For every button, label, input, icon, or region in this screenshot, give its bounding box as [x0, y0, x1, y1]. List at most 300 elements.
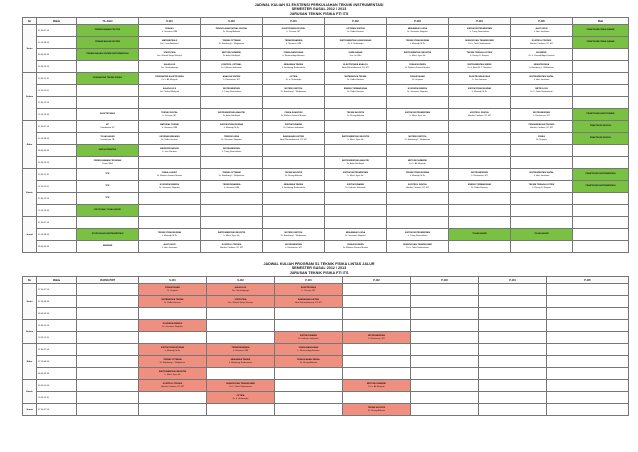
course-lecturer: Dr. Gunawan Nugroho: [407, 90, 428, 93]
course-title: MATERIAL TEKNIK: [160, 124, 179, 127]
course-cell: [325, 61, 387, 73]
course-title: ELEKTRONIKA: [99, 113, 115, 116]
course-lecturer: Dr. Bambang L. Widjiantoro: [159, 361, 186, 364]
course-lecturer: Ir. Moch. Ilyas Hs: [164, 373, 181, 376]
course-cell: [479, 404, 547, 416]
course-title: PRAKTIKUM INSTRUMENTASI: [585, 185, 616, 188]
course-cell: [387, 61, 449, 73]
table-row: [23, 97, 629, 109]
table-row: [23, 217, 629, 229]
course-title: KONVERSI ENERGI: [159, 184, 180, 187]
course-title: MATEMATIKA TEKNIK: [161, 299, 184, 302]
course-cell: [387, 157, 449, 169]
course-cell: [263, 241, 325, 253]
course-cell: [325, 169, 387, 181]
course-cell: [139, 205, 201, 217]
course-cell: [511, 169, 573, 181]
schedule-table-1: [22, 17, 629, 253]
course-cell: [263, 133, 325, 145]
course-cell: [275, 320, 343, 332]
course-cell: [139, 97, 201, 109]
course-cell: [263, 37, 325, 49]
course-cell: [387, 145, 449, 157]
course-lecturer: Ir. Matradji, M.Sc: [223, 126, 240, 129]
course-title: ALAT UKUR: [163, 244, 176, 247]
column-header: P-102: [325, 18, 387, 25]
time-slot: 07.00-07.50: [37, 404, 77, 416]
course-lecturer: Andi Rahmadiansah, ST, MT: [295, 301, 322, 304]
table-row: [23, 25, 629, 37]
course-lecturer: Koordinator TA: [100, 138, 115, 141]
course-lecturer: Dr. Dhany Arifianto: [346, 114, 365, 117]
course-cell: [139, 392, 207, 404]
course-lecturer: Dr. Ir. Sekartedjo: [347, 42, 364, 45]
course-cell: [201, 85, 263, 97]
column-header: P-102: [343, 277, 411, 284]
course-lecturer: Ir. Matradji, M.Sc: [409, 42, 426, 45]
course-cell: [201, 217, 263, 229]
course-cell: [263, 205, 325, 217]
course-cell: [77, 133, 139, 145]
course-title: SEMINAR: [102, 245, 113, 248]
course-cell: [511, 73, 573, 85]
time-slot: 07.00-07.50: [37, 121, 77, 133]
course-cell: [77, 320, 139, 332]
course-title: TPK: [105, 185, 110, 188]
course-cell: [411, 392, 479, 404]
course-cell: [325, 121, 387, 133]
course-cell: [201, 109, 263, 121]
course-cell: [201, 157, 263, 169]
course-cell: [201, 25, 263, 37]
course-title: PENGENDALIAN PROSES: [528, 124, 555, 127]
course-cell: [77, 25, 139, 37]
course-cell: [573, 109, 629, 121]
course-cell: [139, 356, 207, 368]
course-title: TUGAS AKHIR: [472, 233, 487, 236]
course-cell: [511, 181, 573, 193]
course-cell: [139, 368, 207, 380]
course-cell: [547, 308, 629, 320]
course-title: PRAKTIKUM FISIKA DASAR: [586, 41, 615, 44]
course-title: KONTROL PROSES: [531, 40, 552, 43]
course-title: TPK: [105, 173, 110, 176]
schedule-title-2: [0, 262, 638, 275]
table-row: [23, 241, 629, 253]
course-cell: [325, 217, 387, 229]
course-title: TERMODINAMIKA: [284, 40, 303, 43]
course-cell: [77, 205, 139, 217]
course-lecturer: Andi Rahmadiansah, ST, MT: [342, 66, 369, 69]
time-slot: 12.50-13.40: [37, 205, 77, 217]
course-lecturer: Dr. Ir. Ali Musyafa: [409, 162, 426, 165]
course-cell: [325, 85, 387, 97]
course-title: INSTRUMENTASI INDUSTRI: [217, 232, 246, 235]
table-row: [23, 380, 629, 392]
course-title: FISIKA: [538, 136, 545, 139]
course-cell: [201, 205, 263, 217]
course-cell: [479, 392, 547, 404]
course-cell: [263, 85, 325, 97]
course-title: KP: [106, 124, 109, 127]
course-title: SISTEM INSTRUMENTASI: [404, 232, 431, 235]
course-lecturer: Ir. Bambang Sudarmanta: [281, 186, 306, 189]
course-title: KONTROL PROSES: [162, 383, 183, 386]
course-cell: [411, 332, 479, 344]
course-cell: [77, 49, 139, 61]
time-slot: 07.50-08.40: [37, 229, 77, 241]
course-title: MATEMATIKA II: [161, 40, 178, 43]
course-lecturer: Dr. Ir. Sekartedjo: [232, 397, 249, 400]
table-row: [23, 49, 629, 61]
course-cell: [139, 85, 201, 97]
course-lecturer: Dra. Ita Ulfin: [349, 54, 362, 57]
course-lecturer: Dr. Gunawan Nugroho: [407, 30, 428, 33]
course-cell: [139, 193, 201, 205]
column-header: No: [23, 277, 37, 284]
course-cell: [449, 229, 511, 241]
course-lecturer: Dr. Ridho Hantoro: [161, 138, 178, 141]
course-title: SISTEM PENGUKURAN: [160, 347, 185, 350]
time-slot: 09.30-10.20: [37, 157, 77, 169]
course-cell: [77, 229, 139, 241]
course-title: INSTRUMENTASI INDUSTRI: [403, 52, 432, 55]
course-cell: [77, 217, 139, 229]
column-header: P-101: [275, 277, 343, 284]
table-row: [23, 73, 629, 85]
table-row: [23, 85, 629, 97]
course-lecturer: Dr. Ir. Sekartedjo: [285, 78, 302, 81]
time-slot: 07.50-08.40: [37, 37, 77, 49]
course-lecturer: Dr. Ridho Hantoro: [347, 78, 364, 81]
course-cell: [479, 356, 547, 368]
course-cell: [387, 121, 449, 133]
course-lecturer: Dr. Ir. Aulia M. T. Nasution: [467, 66, 492, 69]
course-cell: [201, 73, 263, 85]
time-slot: 07.00-07.50: [37, 25, 77, 37]
course-title: SISTEM INSTRUMENTASI: [404, 112, 431, 115]
table-row: [23, 121, 629, 133]
course-cell: [411, 368, 479, 380]
course-cell: [573, 169, 629, 181]
course-cell: [325, 25, 387, 37]
course-title: KALKULUS: [234, 287, 247, 290]
course-cell: [263, 169, 325, 181]
course-title: INSTRUMENTASI: [368, 335, 385, 338]
course-cell: [387, 97, 449, 109]
course-title: RANGKAIAN LISTRIK: [297, 299, 320, 302]
course-cell: [139, 157, 201, 169]
course-lecturer: Dr. Ir. Ali Musyafa: [368, 385, 385, 388]
course-title: MIKROPROSESOR: [160, 148, 179, 151]
course-lecturer: Dr. Katherin Indriawati: [221, 66, 242, 69]
course-lecturer: Dosen Wali: [102, 162, 113, 165]
course-cell: [547, 296, 629, 308]
course-cell: [77, 97, 139, 109]
course-cell: [275, 356, 343, 368]
course-title: KONVERSI ENERGI: [162, 323, 183, 326]
course-title: ELEKTRONIKA: [300, 287, 316, 290]
table-row: [23, 169, 629, 181]
course-lecturer: Ir. Tutug Dhanardono: [407, 234, 428, 237]
course-cell: [449, 109, 511, 121]
table-row: [23, 296, 629, 308]
course-cell: [77, 121, 139, 133]
course-cell: [511, 61, 573, 73]
course-title: PENGOLAHAN SINYAL DIGITAL: [215, 28, 248, 31]
course-cell: [139, 169, 201, 181]
course-lecturer: Ir. Tutug Dhanardono: [221, 150, 242, 153]
time-slot: 12.50-13.40: [37, 109, 77, 121]
course-cell: [511, 133, 573, 145]
course-cell: [207, 404, 275, 416]
course-cell: [275, 380, 343, 392]
course-title: FISIKA MODERN: [409, 64, 426, 67]
course-title: STATISTIKA: [163, 52, 176, 55]
course-lecturer: Dr. Bambang L. Widjiantoro: [218, 174, 245, 177]
course-lecturer: Dr. Gunawan Nugroho: [345, 234, 366, 237]
course-title: KONTROL PROSES: [221, 244, 242, 247]
course-cell: [201, 61, 263, 73]
course-title: KERJA PRAKTEK: [98, 149, 117, 152]
course-title: PENGANTAR ELEKTRONIKA: [155, 76, 184, 79]
course-cell: [449, 145, 511, 157]
course-title: ANALISA SISTEM: [222, 76, 241, 79]
course-cell: [77, 85, 139, 97]
course-title: INSTRUMENTASI KAPAL: [529, 76, 554, 79]
course-cell: [77, 193, 139, 205]
course-title: METODE NUMERIK: [221, 52, 242, 55]
course-cell: [547, 356, 629, 368]
column-header: S-102: [207, 277, 275, 284]
course-title: FISIKA BANGUNAN: [298, 347, 319, 350]
course-lecturer: Dr. Ridho Hantoro: [347, 30, 364, 33]
course-lecturer: Dr. Ridho Hantoro: [347, 90, 364, 93]
course-title: KIMIA DASAR: [348, 52, 363, 55]
course-cell: [511, 193, 573, 205]
course-title: TEKNIK OPTIMASI: [163, 359, 182, 362]
course-cell: [449, 133, 511, 145]
course-title: TEKNIK TENAGA LISTRIK: [528, 184, 555, 187]
course-lecturer: Hendra Cordova, ST, MT: [530, 126, 553, 129]
course-cell: [263, 25, 325, 37]
course-cell: [547, 284, 629, 296]
course-lecturer: Dr. Bambang L. Widjiantoro: [280, 234, 307, 237]
course-title: SISTEM DINAMIK: [284, 124, 303, 127]
course-title: OPTIMASI SISTEM: [346, 28, 365, 31]
course-cell: [573, 49, 629, 61]
course-title: PERANCANGAN SISTEM: [95, 41, 120, 44]
course-lecturer: Dr. Ir. Purwadi Agus Darwito: [528, 54, 555, 57]
course-cell: [511, 145, 573, 157]
time-slot: 09.30-10.20: [37, 320, 77, 332]
column-header: P-101: [263, 18, 325, 25]
course-cell: [77, 241, 139, 253]
header-row: [23, 277, 629, 284]
time-slot: 08.40-09.30: [37, 308, 77, 320]
course-cell: [207, 284, 275, 296]
course-lecturer: Ir. Sarwono, MM: [161, 30, 178, 33]
course-lecturer: Ir. Bambang Sudarmanta: [281, 66, 306, 69]
course-title: FISIKA KUANTUM: [284, 112, 303, 115]
course-lecturer: Hendra Cordova, ST, MT: [220, 246, 243, 249]
day-label: Jumat: [23, 404, 37, 416]
course-cell: [547, 368, 629, 380]
course-cell: [263, 157, 325, 169]
course-cell: [547, 320, 629, 332]
course-cell: [411, 356, 479, 368]
course-title: SENSOR DAN TRANSDUSER: [465, 40, 494, 43]
course-cell: [411, 284, 479, 296]
course-cell: [139, 145, 201, 157]
course-title: TEKNIK TENAGA LISTRIK: [466, 52, 493, 55]
course-title: INSTRUMENTASI ANALITIK: [341, 160, 370, 163]
course-cell: [387, 85, 449, 97]
day-label: Selasa: [23, 320, 37, 344]
course-cell: [387, 109, 449, 121]
course-cell: [77, 145, 139, 157]
table-row: [23, 145, 629, 157]
course-cell: [139, 404, 207, 416]
course-cell: [325, 133, 387, 145]
course-cell: [275, 332, 343, 344]
course-lecturer: Ir. Ronny D. Noriyati: [532, 186, 551, 189]
course-title: PRAKTIKUM DIGITAL: [589, 125, 612, 128]
course-lecturer: Dr. Ir. Ali Musyafa: [161, 78, 178, 81]
course-cell: [263, 61, 325, 73]
course-cell: [77, 332, 139, 344]
course-lecturer: Hendra Cordova, ST, MT: [468, 114, 491, 117]
course-lecturer: Dr. Ridho Hantoro: [164, 301, 181, 304]
course-lecturer: Dr. Ridho Hantoro: [471, 186, 488, 189]
course-cell: [263, 193, 325, 205]
column-header: S-101: [139, 18, 201, 25]
course-cell: [511, 37, 573, 49]
column-header: P-104: [449, 18, 511, 25]
course-title: METROLOGI: [535, 88, 548, 91]
course-title: FISIKA LANJUT: [161, 172, 178, 175]
course-lecturer: Dra. Wiwiek Setya Winahju: [227, 301, 254, 304]
course-lecturer: Drs. Soehardjoepri: [231, 289, 250, 292]
course-lecturer: Dr. Aulia Siti Aisjah: [346, 162, 365, 165]
course-cell: [139, 380, 207, 392]
course-cell: [387, 25, 449, 37]
table-row: [23, 332, 629, 344]
column-header: P-104: [479, 277, 547, 284]
course-title: SENSOR DAN TRANSDUSER: [403, 244, 432, 247]
course-title: PRAKTIKUM INSTRUMENTASI: [585, 173, 616, 176]
time-slot: 07.00-07.50: [37, 344, 77, 356]
course-title: KONTROL DIGITAL: [408, 184, 427, 187]
course-cell: [139, 308, 207, 320]
course-lecturer: Ir. Wiratno Argo Asmoro: [282, 54, 305, 57]
course-lecturer: Ir. Ya'umar, MT: [162, 114, 177, 117]
table-row: [23, 368, 629, 380]
column-header: P-105: [511, 18, 573, 25]
course-title: SISTEM PENGUKURAN: [467, 88, 492, 91]
course-lecturer: Ir. Moch. Ilyas Hs: [347, 174, 364, 177]
course-cell: [573, 61, 629, 73]
title-2-line-3: JURUSAN TEKNIK FISIKA FTI ITS: [289, 270, 349, 275]
course-cell: [573, 241, 629, 253]
time-slot: 07.50-08.40: [37, 133, 77, 145]
course-cell: [573, 205, 629, 217]
course-cell: [275, 368, 343, 380]
course-cell: [139, 241, 201, 253]
course-title: PROPOSAL TUGAS AKHIR: [94, 209, 121, 212]
table-row: [23, 356, 629, 368]
course-lecturer: Dr. Gunawan Nugroho: [159, 186, 180, 189]
course-cell: [139, 109, 201, 121]
course-cell: [325, 241, 387, 253]
course-cell: [343, 296, 411, 308]
course-cell: [573, 133, 629, 145]
course-cell: [77, 61, 139, 73]
course-cell: [387, 169, 449, 181]
course-cell: [511, 157, 573, 169]
course-lecturer: Dr. Melania Suweni Muntini: [342, 246, 369, 249]
course-title: OPTIKA: [289, 76, 298, 79]
course-cell: [511, 97, 573, 109]
course-cell: [263, 97, 325, 109]
course-lecturer: Ir. Roekmono, MT: [223, 78, 240, 81]
course-title: MEKANIKA TEKNIK: [283, 184, 304, 187]
course-cell: [139, 284, 207, 296]
course-cell: [275, 296, 343, 308]
table-row: [23, 320, 629, 332]
course-title: INSTRUMENTASI: [471, 172, 488, 175]
table-row: [23, 109, 629, 121]
column-header: RUANG PINT: [77, 277, 139, 284]
course-cell: [411, 344, 479, 356]
course-lecturer: Dr. Aulia Siti Aisjah: [222, 114, 241, 117]
course-lecturer: Dra. Lucia Aridinanti: [160, 42, 179, 45]
course-cell: [573, 97, 629, 109]
course-lecturer: Dr. Ir. Totok Soehartanto: [229, 385, 252, 388]
course-cell: [573, 25, 629, 37]
course-cell: [547, 344, 629, 356]
course-cell: [275, 344, 343, 356]
column-header: Th. Akhir: [77, 18, 139, 25]
course-lecturer: Ir. Ya'umar, MT: [286, 30, 301, 33]
course-cell: [201, 241, 263, 253]
table-row: [23, 181, 629, 193]
course-cell: [207, 296, 275, 308]
course-lecturer: Ir. Matradji, M.Sc: [164, 349, 181, 352]
course-cell: [325, 205, 387, 217]
course-title: PERANCANGAN SISTEM INSTRUMENTASI: [86, 53, 129, 56]
course-cell: [449, 61, 511, 73]
course-lecturer: Dr. Melania Suweni Muntini: [280, 114, 307, 117]
course-cell: [77, 37, 139, 49]
course-cell: [207, 308, 275, 320]
course-lecturer: Koordinator KP: [100, 126, 115, 129]
course-cell: [387, 73, 449, 85]
course-cell: [411, 296, 479, 308]
column-header: Rlab: [573, 18, 629, 25]
course-lecturer: Ir. Jerri Santoso: [472, 78, 487, 81]
course-cell: [511, 85, 573, 97]
course-cell: [449, 97, 511, 109]
course-cell: [449, 49, 511, 61]
course-cell: [573, 73, 629, 85]
course-cell: [139, 49, 201, 61]
course-lecturer: Dr. Ir. Totok Soehartanto: [406, 246, 429, 249]
course-title: ALAT UKUR: [535, 28, 548, 31]
course-lecturer: Dr. Melania Suweni Muntini: [404, 66, 431, 69]
table-row: [23, 133, 629, 145]
table-row: [23, 404, 629, 416]
